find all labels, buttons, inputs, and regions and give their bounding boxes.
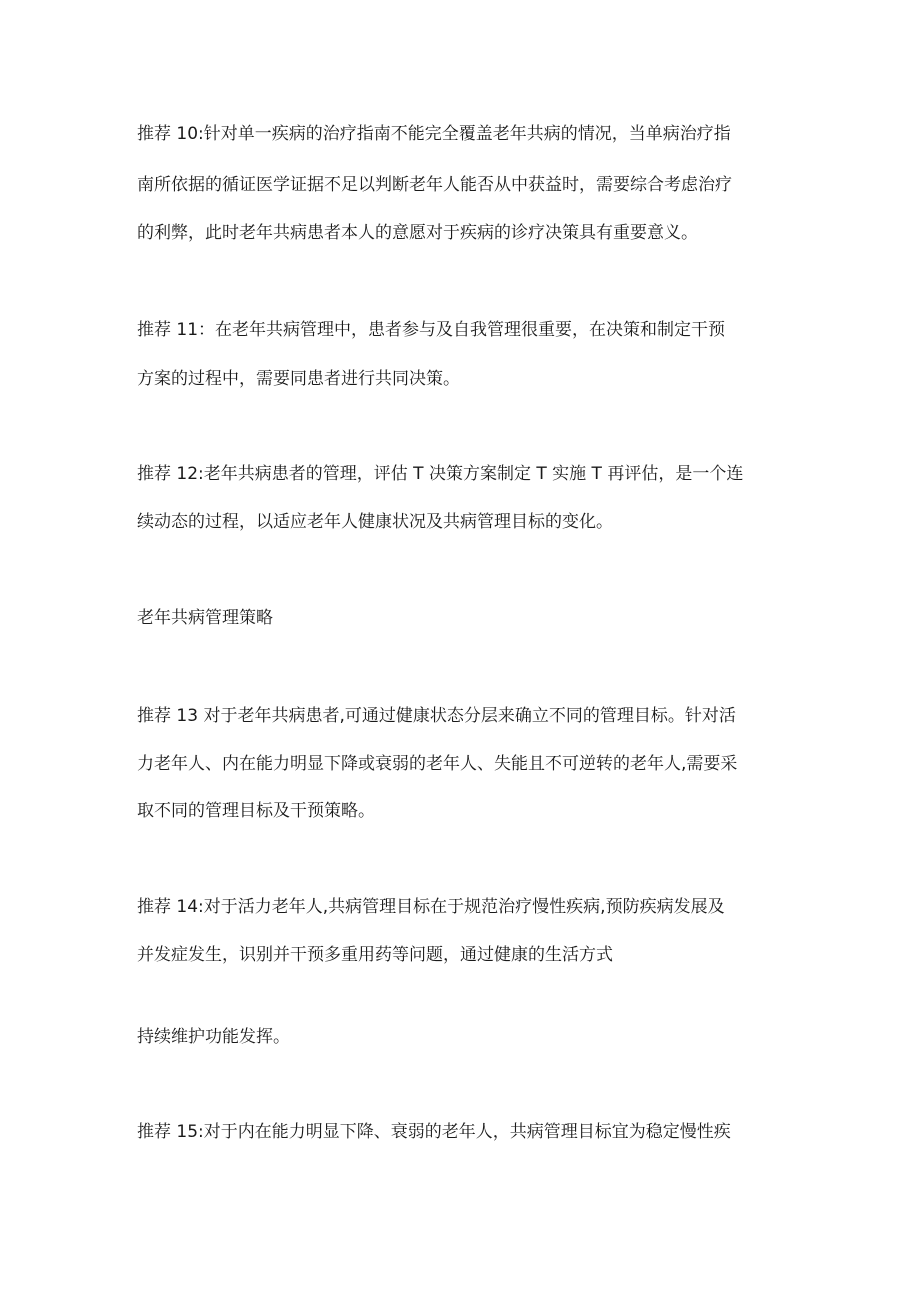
paragraph-line: 推荐 15:对于内在能力明显下降、衰弱的老年人，共病管理目标宜为稳定慢性疾 bbox=[137, 1122, 731, 1142]
paragraph-line: 持续维护功能发挥。 bbox=[137, 1027, 290, 1047]
paragraph-line: 推荐 11：在老年共病管理中，患者参与及自我管理很重要，在决策和制定干预 bbox=[137, 320, 726, 340]
paragraph-line: 续动态的过程，以适应老年人健康状况及共病管理目标的变化。 bbox=[137, 512, 613, 532]
paragraph-line: 推荐 14:对于活力老年人,共病管理目标在于规范治疗慢性疾病,预防疾病发展及 bbox=[137, 897, 725, 917]
section-heading: 老年共病管理策略 bbox=[137, 608, 273, 628]
paragraph-line: 力老年人、内在能力明显下降或衰弱的老年人、失能且不可逆转的老年人,需要采 bbox=[137, 754, 738, 774]
paragraph-line: 方案的过程中，需要同患者进行共同决策。 bbox=[137, 369, 460, 389]
paragraph-line: 的利弊，此时老年共病患者本人的意愿对于疾病的诊疗决策具有重要意义。 bbox=[137, 223, 698, 243]
paragraph-line: 推荐 10:针对单一疾病的治疗指南不能完全覆盖老年共病的情况，当单病治疗指 bbox=[137, 124, 731, 144]
paragraph-line: 推荐 12:老年共病患者的管理，评估 T 决策方案制定 T 实施 T 再评估，是一个连 bbox=[137, 464, 744, 484]
paragraph-line: 取不同的管理目标及干预策略。 bbox=[137, 801, 375, 821]
paragraph-line: 南所依据的循证医学证据不足以判断老年人能否从中获益时，需要综合考虑治疗 bbox=[137, 175, 732, 195]
paragraph-line: 并发症发生，识别并干预多重用药等问题，通过健康的生活方式 bbox=[137, 945, 613, 965]
paragraph-line: 推荐 13 对于老年共病患者,可通过健康状态分层来确立不同的管理目标。针对活 bbox=[137, 706, 736, 726]
